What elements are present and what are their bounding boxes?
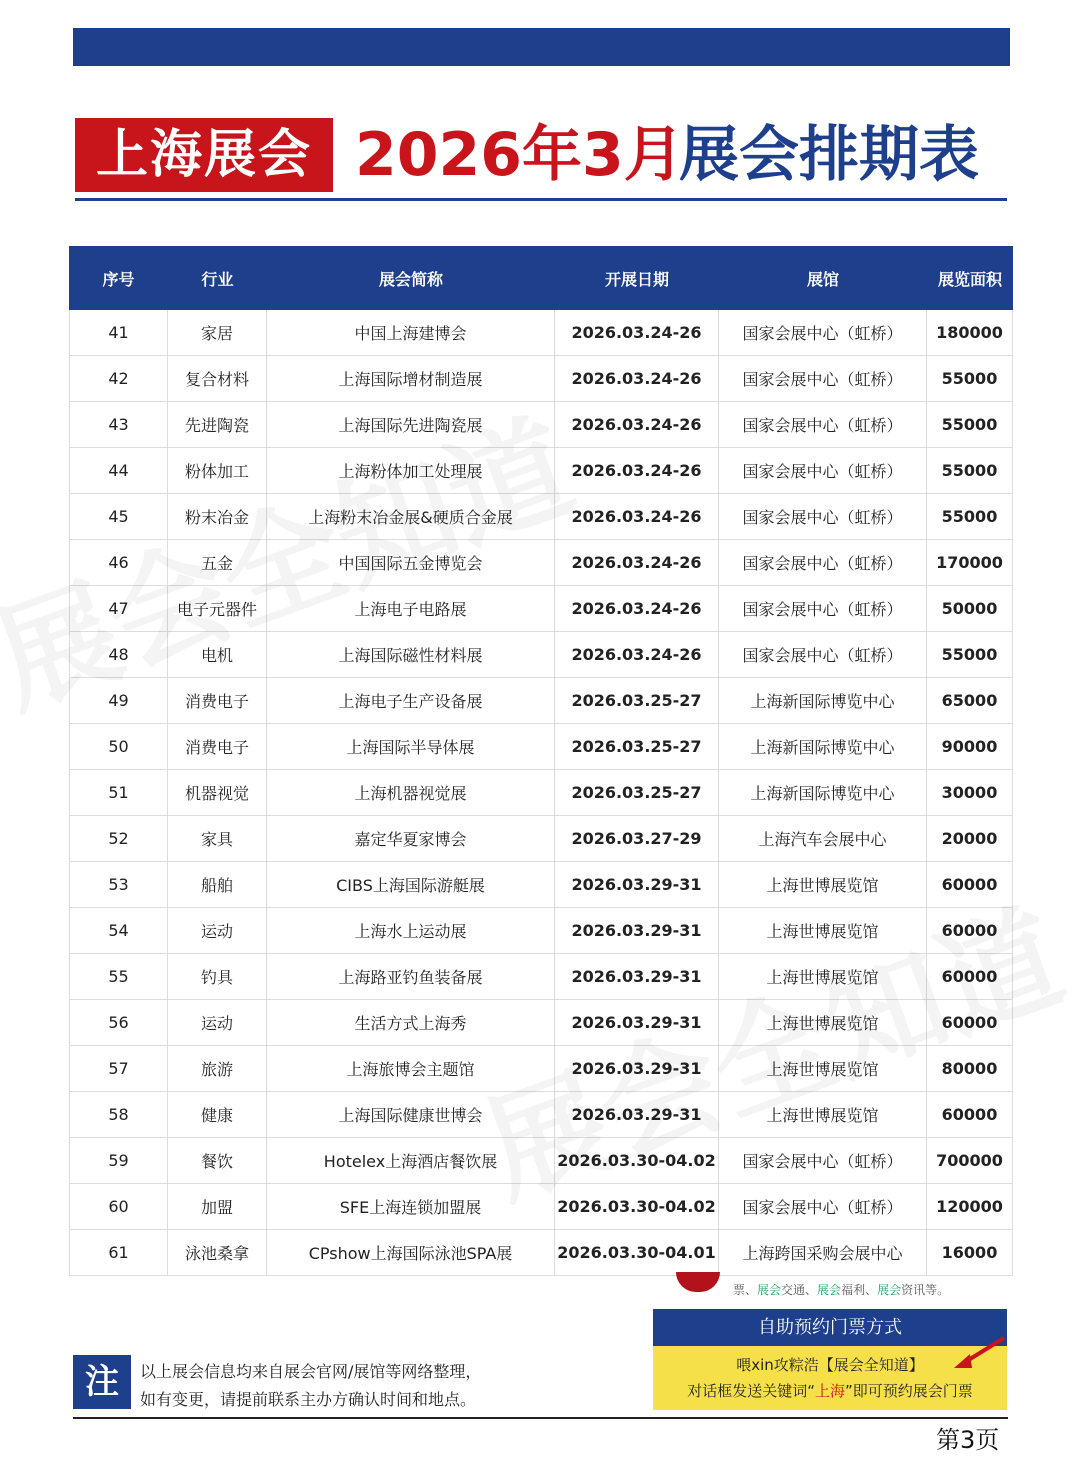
row-index: 57 [69, 1046, 168, 1091]
row-date: 2026.03.25-27 [555, 678, 719, 723]
row-venue: 国家会展中心（虹桥） [719, 1184, 927, 1229]
table-row [69, 954, 1013, 1000]
row-exhibition: 生活方式上海秀 [267, 1000, 555, 1045]
row-index: 61 [69, 1230, 168, 1275]
row-date: 2026.03.25-27 [555, 770, 719, 815]
row-area: 55000 [927, 402, 1013, 447]
row-venue: 上海新国际博览中心 [719, 678, 927, 723]
row-venue: 国家会展中心（虹桥） [719, 586, 927, 631]
row-date: 2026.03.25-27 [555, 724, 719, 769]
row-date: 2026.03.27-29 [555, 816, 719, 861]
row-area: 60000 [927, 1000, 1013, 1045]
row-exhibition: 上海粉体加工处理展 [267, 448, 555, 493]
row-index: 52 [69, 816, 168, 861]
row-date: 2026.03.30-04.01 [555, 1230, 719, 1275]
page-number: 第3页 [936, 1426, 1000, 1454]
row-industry: 家具 [168, 816, 267, 861]
table-row [69, 770, 1013, 816]
row-date: 2026.03.29-31 [555, 954, 719, 999]
row-index: 49 [69, 678, 168, 723]
row-index: 59 [69, 1138, 168, 1183]
promo-snippet-text: 票、 [733, 1283, 758, 1297]
promo-keyword: 上海 [814, 1382, 845, 1400]
row-area: 55000 [927, 494, 1013, 539]
row-venue: 国家会展中心（虹桥） [719, 632, 927, 677]
table-row [69, 1184, 1013, 1230]
row-index: 60 [69, 1184, 168, 1229]
row-area: 55000 [927, 356, 1013, 401]
title-main: 展会排期表 [679, 120, 979, 190]
row-area: 60000 [927, 862, 1013, 907]
note-line: 以上展会信息均来自展会官网/展馆等网络整理， [140, 1362, 482, 1381]
row-venue: 上海世博展览馆 [719, 954, 927, 999]
promo-line: 喂xin攻粽浩【展会全知道】 [736, 1356, 924, 1374]
row-exhibition: 中国上海建博会 [267, 310, 555, 355]
row-exhibition: 嘉定华夏家博会 [267, 816, 555, 861]
row-venue: 上海世博展览馆 [719, 1000, 927, 1045]
row-industry: 加盟 [168, 1184, 267, 1229]
promo-snippet-text: 资讯等。 [901, 1283, 950, 1297]
row-index: 56 [69, 1000, 168, 1045]
row-industry: 健康 [168, 1092, 267, 1137]
table-row [69, 632, 1013, 678]
table-row [69, 356, 1013, 402]
row-exhibition: 上海机器视觉展 [267, 770, 555, 815]
table-row [69, 1000, 1013, 1046]
row-area: 65000 [927, 678, 1013, 723]
row-industry: 电机 [168, 632, 267, 677]
row-exhibition: SFE上海连锁加盟展 [267, 1184, 555, 1229]
row-date: 2026.03.24-26 [555, 356, 719, 401]
row-exhibition: 上海国际增材制造展 [267, 356, 555, 401]
table-row [69, 1138, 1013, 1184]
column-header: 展馆 [806, 269, 839, 289]
row-index: 43 [69, 402, 168, 447]
promo-heading: 自助预约门票方式 [653, 1309, 1007, 1346]
title-city: 上海展会 [75, 118, 333, 192]
row-industry: 船舶 [168, 862, 267, 907]
row-industry: 钓具 [168, 954, 267, 999]
table-row [69, 494, 1013, 540]
row-venue: 国家会展中心（虹桥） [719, 310, 927, 355]
row-index: 54 [69, 908, 168, 953]
page-title [75, 118, 1010, 192]
row-date: 2026.03.24-26 [555, 632, 719, 677]
row-industry: 机器视觉 [168, 770, 267, 815]
promo-text: 对话框发送关键词“ [687, 1382, 815, 1400]
row-industry: 消费电子 [168, 678, 267, 723]
row-industry: 运动 [168, 1000, 267, 1045]
row-venue: 上海世博展览馆 [719, 1046, 927, 1091]
row-area: 90000 [927, 724, 1013, 769]
row-venue: 上海汽车会展中心 [719, 816, 927, 861]
row-venue: 国家会展中心（虹桥） [719, 356, 927, 401]
note-badge: 注 [73, 1355, 131, 1409]
row-industry: 泳池桑拿 [168, 1230, 267, 1275]
row-industry: 餐饮 [168, 1138, 267, 1183]
row-index: 47 [69, 586, 168, 631]
column-header: 行业 [201, 269, 234, 289]
row-exhibition: 上海粉末冶金展&硬质合金展 [267, 494, 555, 539]
row-date: 2026.03.24-26 [555, 448, 719, 493]
row-industry: 运动 [168, 908, 267, 953]
arrow-icon [950, 1332, 1010, 1372]
row-industry: 粉末冶金 [168, 494, 267, 539]
row-index: 53 [69, 862, 168, 907]
table-row [69, 586, 1013, 632]
row-index: 51 [69, 770, 168, 815]
row-industry: 旅游 [168, 1046, 267, 1091]
row-index: 41 [69, 310, 168, 355]
row-exhibition: Hotelex上海酒店餐饮展 [267, 1138, 555, 1183]
table-body [69, 310, 1013, 1276]
row-exhibition: 上海电子生产设备展 [267, 678, 555, 723]
row-index: 46 [69, 540, 168, 585]
row-industry: 家居 [168, 310, 267, 355]
table-row [69, 448, 1013, 494]
row-venue: 上海世博展览馆 [719, 862, 927, 907]
table-row [69, 908, 1013, 954]
row-venue: 国家会展中心（虹桥） [719, 1138, 927, 1183]
row-industry: 消费电子 [168, 724, 267, 769]
row-date: 2026.03.24-26 [555, 402, 719, 447]
row-industry: 先进陶瓷 [168, 402, 267, 447]
row-exhibition: 上海国际先进陶瓷展 [267, 402, 555, 447]
row-date: 2026.03.29-31 [555, 908, 719, 953]
row-area: 180000 [927, 310, 1013, 355]
table-row [69, 862, 1013, 908]
table-row [69, 816, 1013, 862]
table-row [69, 310, 1013, 356]
exhibition-table [69, 246, 1013, 1276]
note-line: 如有变更，请提前联系主办方确认时间和地点。 [140, 1390, 477, 1409]
column-header: 序号 [102, 269, 135, 289]
row-exhibition: 上海国际磁性材料展 [267, 632, 555, 677]
row-date: 2026.03.24-26 [555, 586, 719, 631]
row-exhibition: CIBS上海国际游艇展 [267, 862, 555, 907]
table-row [69, 1092, 1013, 1138]
row-exhibition: CPshow上海国际泳池SPA展 [267, 1230, 555, 1275]
row-area: 16000 [927, 1230, 1013, 1275]
row-index: 55 [69, 954, 168, 999]
row-area: 60000 [927, 1092, 1013, 1137]
row-venue: 上海新国际博览中心 [719, 724, 927, 769]
row-date: 2026.03.29-31 [555, 1000, 719, 1045]
row-venue: 上海跨国采购会展中心 [719, 1230, 927, 1275]
row-date: 2026.03.29-31 [555, 1092, 719, 1137]
row-exhibition: 上海路亚钓鱼装备展 [267, 954, 555, 999]
row-exhibition: 上海水上运动展 [267, 908, 555, 953]
table-row [69, 1046, 1013, 1092]
row-date: 2026.03.24-26 [555, 310, 719, 355]
row-area: 120000 [927, 1184, 1013, 1229]
title-divider [75, 198, 1007, 201]
row-index: 48 [69, 632, 168, 677]
row-exhibition: 上海旅博会主题馆 [267, 1046, 555, 1091]
row-exhibition: 上海国际半导体展 [267, 724, 555, 769]
note-text [140, 1358, 640, 1414]
top-banner-bar [73, 28, 1010, 66]
table-row [69, 1230, 1013, 1276]
row-industry: 五金 [168, 540, 267, 585]
promo-line [653, 1378, 1007, 1404]
table-row [69, 402, 1013, 448]
promo-snippet-text: 展会 [877, 1283, 902, 1297]
row-venue: 上海世博展览馆 [719, 908, 927, 953]
row-industry: 复合材料 [168, 356, 267, 401]
row-venue: 上海新国际博览中心 [719, 770, 927, 815]
row-industry: 粉体加工 [168, 448, 267, 493]
bottom-divider [73, 1417, 1008, 1419]
column-header: 展览面积 [937, 269, 1002, 289]
title-date: 2026年3月 [355, 120, 684, 190]
row-index: 45 [69, 494, 168, 539]
table-row [69, 724, 1013, 770]
column-header: 展会简称 [378, 269, 443, 289]
row-area: 60000 [927, 908, 1013, 953]
row-index: 42 [69, 356, 168, 401]
row-index: 50 [69, 724, 168, 769]
row-date: 2026.03.29-31 [555, 1046, 719, 1091]
table-row [69, 678, 1013, 724]
row-index: 58 [69, 1092, 168, 1137]
row-index: 44 [69, 448, 168, 493]
row-area: 60000 [927, 954, 1013, 999]
row-area: 55000 [927, 632, 1013, 677]
promo-snippet-text: 展会 [817, 1283, 842, 1297]
row-date: 2026.03.30-04.02 [555, 1184, 719, 1229]
row-date: 2026.03.29-31 [555, 862, 719, 907]
row-area: 50000 [927, 586, 1013, 631]
row-exhibition: 上海国际健康世博会 [267, 1092, 555, 1137]
row-venue: 国家会展中心（虹桥） [719, 448, 927, 493]
row-date: 2026.03.24-26 [555, 494, 719, 539]
row-area: 80000 [927, 1046, 1013, 1091]
row-date: 2026.03.24-26 [555, 540, 719, 585]
promo-text: ”即可预约展会门票 [845, 1382, 973, 1400]
column-header: 开展日期 [604, 269, 669, 289]
promo-snippet-text: 福利、 [841, 1283, 878, 1297]
row-venue: 国家会展中心（虹桥） [719, 494, 927, 539]
row-area: 30000 [927, 770, 1013, 815]
row-area: 20000 [927, 816, 1013, 861]
row-area: 170000 [927, 540, 1013, 585]
row-exhibition: 中国国际五金博览会 [267, 540, 555, 585]
promo-snippet-text: 展会 [757, 1283, 782, 1297]
row-date: 2026.03.30-04.02 [555, 1138, 719, 1183]
row-venue: 国家会展中心（虹桥） [719, 402, 927, 447]
table-row [69, 540, 1013, 586]
row-exhibition: 上海电子电路展 [267, 586, 555, 631]
row-industry: 电子元器件 [168, 586, 267, 631]
table-header [69, 246, 1013, 310]
row-area: 700000 [927, 1138, 1013, 1183]
row-area: 55000 [927, 448, 1013, 493]
row-venue: 国家会展中心（虹桥） [719, 540, 927, 585]
promo-snippet-text: 交通、 [781, 1283, 818, 1297]
row-venue: 上海世博展览馆 [719, 1092, 927, 1137]
